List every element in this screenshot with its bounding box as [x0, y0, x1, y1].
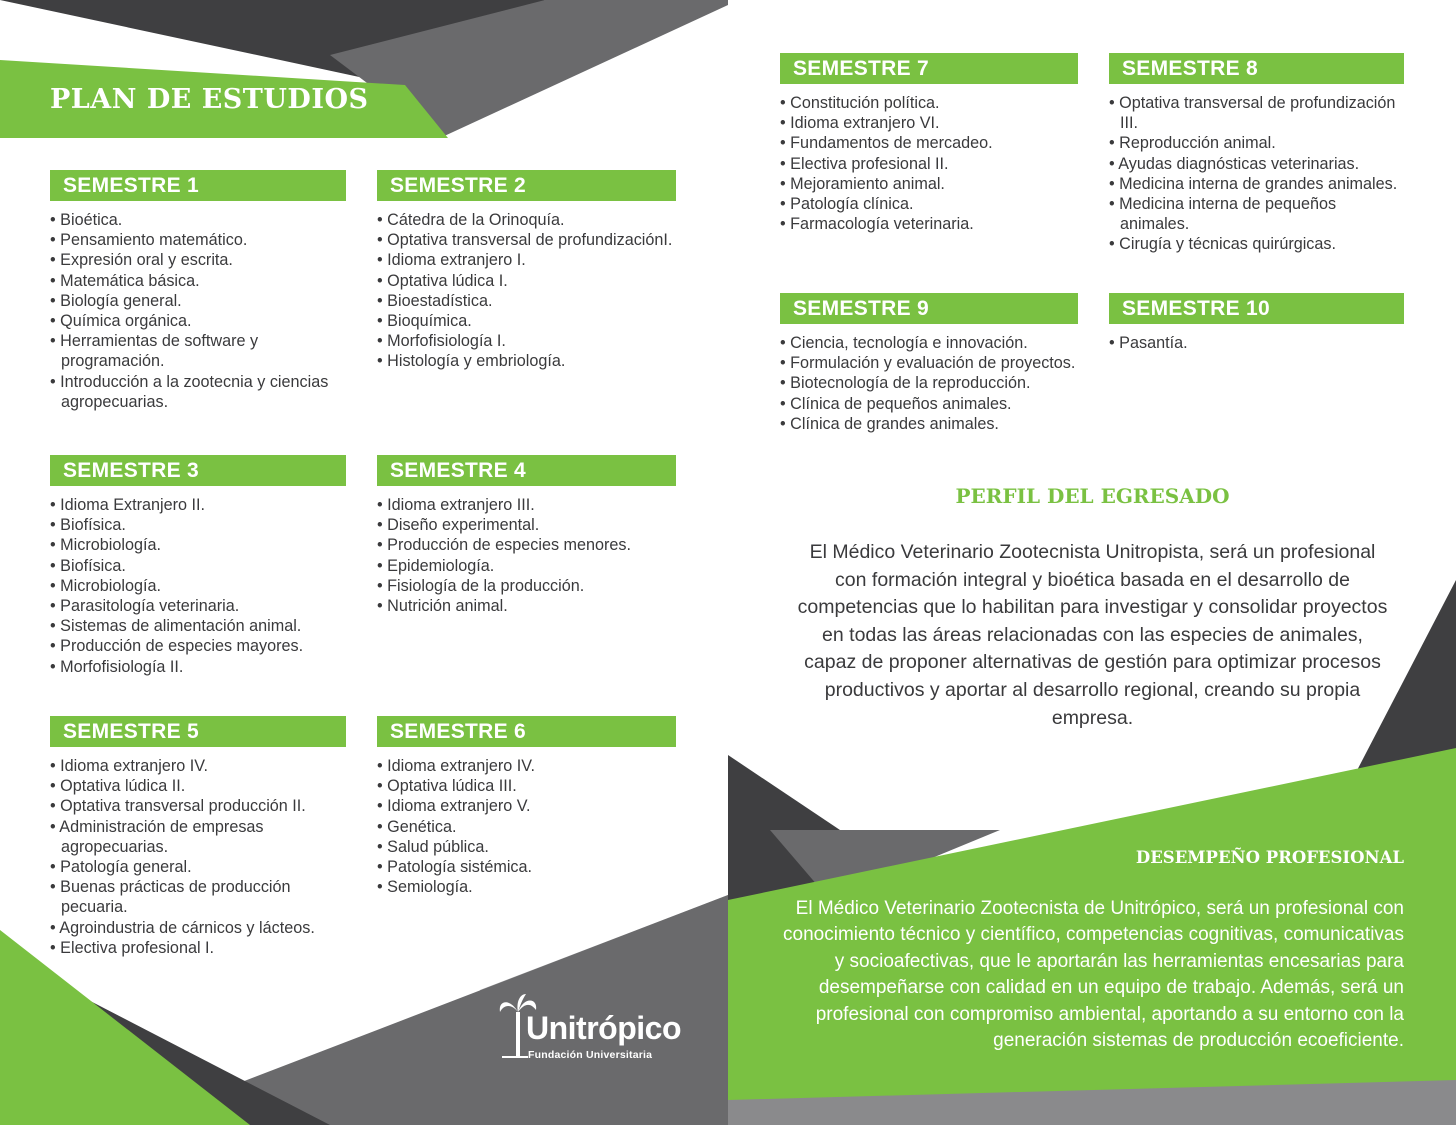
course-item: • Idioma extranjero VI.	[780, 113, 1078, 133]
logo-subtitle: Fundación Universitaria	[528, 1049, 653, 1061]
semester-block-8	[1109, 53, 1404, 255]
course-list	[50, 210, 346, 412]
course-item: • Patología general.	[50, 857, 346, 877]
course-item: • Optativa lúdica I.	[377, 271, 676, 291]
course-item: • Optativa lúdica III.	[377, 776, 676, 796]
course-item: • Microbiología.	[50, 576, 346, 596]
course-item: • Clínica de pequeños animales.	[780, 394, 1078, 414]
course-item: • Bioestadística.	[377, 291, 676, 311]
course-item: • Parasitología veterinaria.	[50, 596, 346, 616]
course-item: • Pasantía.	[1109, 333, 1404, 353]
bg-green-triangle-bottom-left	[0, 930, 250, 1125]
course-list	[377, 756, 676, 897]
semester-title: SEMESTRE 10	[1109, 293, 1404, 324]
course-item: • Morfofisiología II.	[50, 657, 346, 677]
course-item: • Genética.	[377, 817, 676, 837]
course-item: • Cirugía y técnicas quirúrgicas.	[1109, 234, 1404, 254]
course-item: • Buenas prácticas de producción pecuaria.	[50, 877, 346, 917]
course-item: • Herramientas de software y programación.	[50, 331, 346, 371]
course-item: • Nutrición animal.	[377, 596, 676, 616]
course-item: • Idioma extranjero IV.	[377, 756, 676, 776]
course-item: • Ciencia, tecnología e innovación.	[780, 333, 1078, 353]
semester-title: SEMESTRE 7	[780, 53, 1078, 84]
course-list	[377, 495, 676, 616]
course-item: • Formulación y evaluación de proyectos.	[780, 353, 1078, 373]
semester-block-4	[377, 455, 676, 616]
perfil-text: El Médico Veterinario Zootecnista Unitropista, será un profesional con formación integral y bioética basada en el desarrollo de competencias que lo habilitan para investigar y consolidar proyectos en todas las áreas relacionadas con las especies de animales, capaz de proponer alternativas de gestión para optimizar procesos productivos y aportar al desarrollo regional, creando su propia empresa.	[797, 541, 1388, 729]
course-item: • Fundamentos de mercadeo.	[780, 133, 1078, 153]
course-item: • Patología clínica.	[780, 194, 1078, 214]
course-item: • Salud pública.	[377, 837, 676, 857]
course-list	[377, 210, 676, 372]
course-item: • Medicina interna de grandes animales.	[1109, 174, 1404, 194]
course-item: • Producción de especies menores.	[377, 535, 676, 555]
course-item: • Ayudas diagnósticas veterinarias.	[1109, 154, 1404, 174]
course-item: • Electiva profesional I.	[50, 938, 346, 958]
course-item: • Farmacología veterinaria.	[780, 214, 1078, 234]
course-item: • Biotecnología de la reproducción.	[780, 373, 1078, 393]
course-item: • Introducción a la zootecnia y ciencias agropecuarias.	[50, 372, 346, 412]
semester-title: SEMESTRE 1	[50, 170, 346, 201]
semester-block-6	[377, 716, 676, 897]
semester-block-10	[1109, 293, 1404, 353]
course-item: • Idioma Extranjero II.	[50, 495, 346, 515]
course-item: • Biofísica.	[50, 515, 346, 535]
course-item: • Fisiología de la producción.	[377, 576, 676, 596]
semester-block-2	[377, 170, 676, 372]
course-list	[50, 495, 346, 677]
course-item: • Constitución política.	[780, 93, 1078, 113]
semester-block-3	[50, 455, 346, 677]
course-item: • Patología sistémica.	[377, 857, 676, 877]
desempeno-title: DESEMPEÑO PROFESIONAL	[1135, 848, 1404, 867]
course-item: • Expresión oral y escrita.	[50, 250, 346, 270]
plan-title: PLAN DE ESTUDIOS	[50, 84, 369, 115]
semester-title: SEMESTRE 3	[50, 455, 346, 486]
course-item: • Idioma extranjero IV.	[50, 756, 346, 776]
course-list	[50, 756, 346, 958]
semester-title: SEMESTRE 4	[377, 455, 676, 486]
course-item: • Morfofisiología I.	[377, 331, 676, 351]
semester-block-9	[780, 293, 1078, 434]
course-item: • Reproducción animal.	[1109, 133, 1404, 153]
course-item: • Histología y embriología.	[377, 351, 676, 371]
perfil-title: PERFIL DEL EGRESADO	[955, 484, 1230, 508]
course-item: • Optativa transversal de profundización III.	[1109, 93, 1404, 133]
course-item: • Clínica de grandes animales.	[780, 414, 1078, 434]
course-item: • Idioma extranjero V.	[377, 796, 676, 816]
course-item: • Pensamiento matemático.	[50, 230, 346, 250]
course-item: • Matemática básica.	[50, 271, 346, 291]
course-item: • Sistemas de alimentación animal.	[50, 616, 346, 636]
course-item: • Administración de empresas agropecuarias.	[50, 817, 346, 857]
course-item: • Idioma extranjero I.	[377, 250, 676, 270]
unitropico-logo	[496, 990, 682, 1070]
course-item: • Medicina interna de pequeños animales.	[1109, 194, 1404, 234]
course-item: • Química orgánica.	[50, 311, 346, 331]
course-item: • Electiva profesional II.	[780, 154, 1078, 174]
semester-block-7	[780, 53, 1078, 234]
logo-name: Unitrópico	[526, 1010, 681, 1046]
semester-title: SEMESTRE 9	[780, 293, 1078, 324]
course-list	[1109, 333, 1404, 353]
course-list	[1109, 93, 1404, 255]
course-item: • Microbiología.	[50, 535, 346, 555]
course-item: • Semiología.	[377, 877, 676, 897]
course-item: • Bioquímica.	[377, 311, 676, 331]
course-item: • Cátedra de la Orinoquía.	[377, 210, 676, 230]
course-item: • Optativa transversal de profundizaciónI.	[377, 230, 676, 250]
course-item: • Epidemiología.	[377, 556, 676, 576]
course-item: • Biofísica.	[50, 556, 346, 576]
desempeno-text: El Médico Veterinario Zootecnista de Unitrópico, será un profesional con conocimiento técnico y científico, competencias cognitivas, comunicativas y socioafectivas, que le aportarán las herramientas encesarias para desempeñarse con calidad en un equipo de trabajo. Además, será un profesional con compromiso ambiental, aportando a su entorno con la generación sistemas de producción ecoeficiente.	[783, 898, 1404, 1052]
course-item: • Producción de especies mayores.	[50, 636, 346, 656]
course-list	[780, 93, 1078, 234]
semester-block-5	[50, 716, 346, 958]
course-item: • Optativa transversal producción II.	[50, 796, 346, 816]
semester-title: SEMESTRE 5	[50, 716, 346, 747]
course-list	[780, 333, 1078, 434]
semester-block-1	[50, 170, 346, 412]
course-item: • Agroindustria de cárnicos y lácteos.	[50, 918, 346, 938]
course-item: • Optativa lúdica II.	[50, 776, 346, 796]
course-item: • Bioética.	[50, 210, 346, 230]
course-item: • Diseño experimental.	[377, 515, 676, 535]
semester-title: SEMESTRE 8	[1109, 53, 1404, 84]
semester-title: SEMESTRE 2	[377, 170, 676, 201]
course-item: • Idioma extranjero III.	[377, 495, 676, 515]
course-item: • Mejoramiento animal.	[780, 174, 1078, 194]
course-item: • Biología general.	[50, 291, 346, 311]
semester-title: SEMESTRE 6	[377, 716, 676, 747]
